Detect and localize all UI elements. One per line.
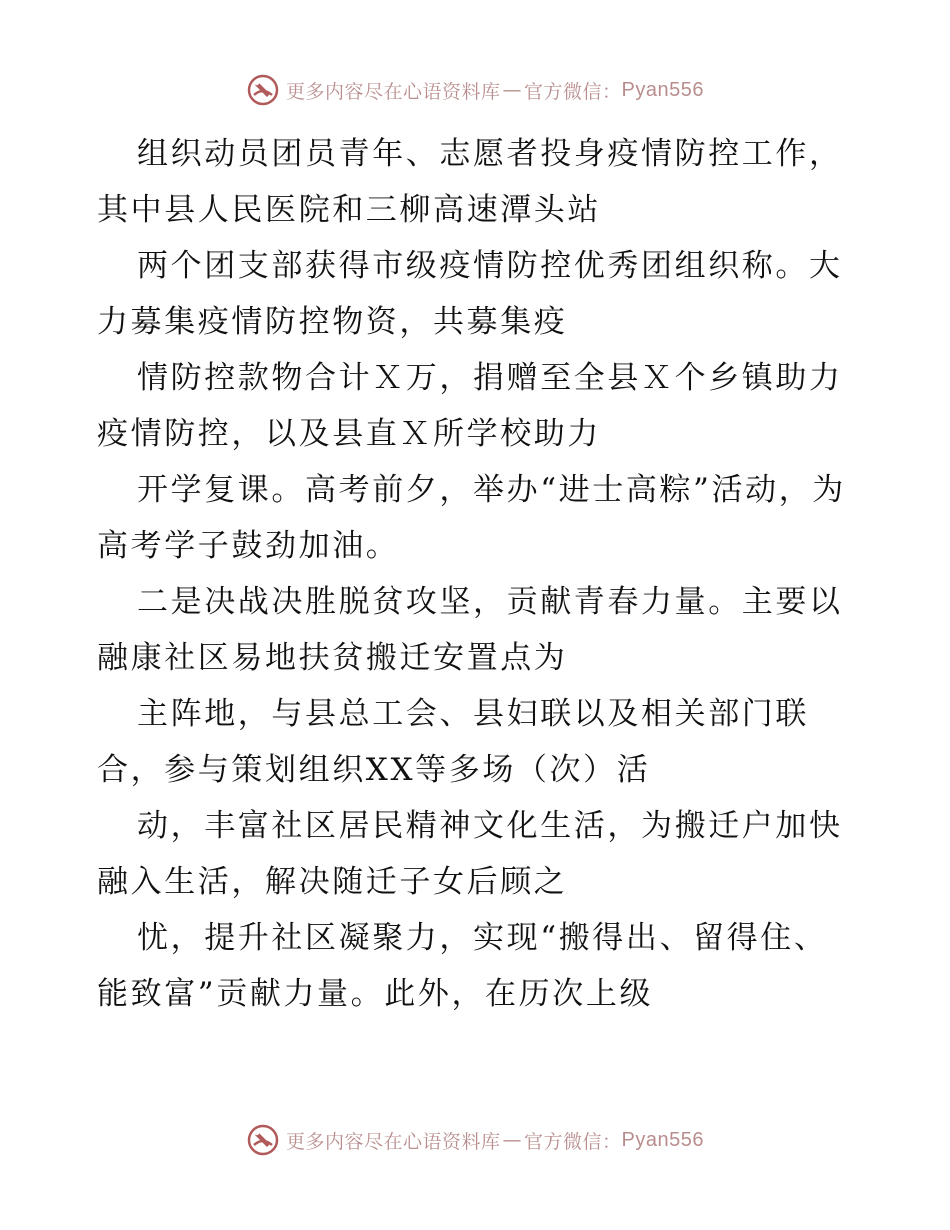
watermark-text: 更多内容尽在心语资料库 <box>286 1130 501 1153</box>
watermark-separator: — <box>502 79 523 101</box>
watermark-text: 更多内容尽在心语资料库 <box>286 80 501 103</box>
watermark-wechat-id: Pyan556 <box>621 1128 704 1151</box>
book-pen-logo-icon <box>246 1123 280 1157</box>
watermark-wechat-label: 官方微信： <box>524 1130 622 1153</box>
paragraph: 主阵地，与县总工会、县妇联以及相关部门联合，参与策划组织XX等多场（次）活 <box>97 696 809 788</box>
paragraph: 忧，提升社区凝聚力，实现“搬得出、留得住、能致富”贡献力量。此外，在历次上级 <box>97 920 828 1012</box>
watermark-wechat-label: 官方微信： <box>524 80 622 103</box>
paragraph: 二是决战决胜脱贫攻坚，贡献青春力量。主要以融康社区易地扶贫搬迁安置点为 <box>97 584 843 676</box>
paragraph: 开学复课。高考前夕，举办“进士高粽”活动，为高考学子鼓劲加油。 <box>97 472 846 564</box>
watermark-separator: — <box>502 1129 523 1151</box>
book-pen-logo-icon <box>246 73 280 107</box>
watermark-wechat-id: Pyan556 <box>621 78 704 101</box>
paragraph: 组织动员团员青年、志愿者投身疫情防控工作，其中县人民医院和三柳高速潭头站 <box>97 136 843 228</box>
header-watermark <box>0 70 950 110</box>
paragraph: 情防控款物合计Ｘ万，捐赠至全县Ｘ个乡镇助力疫情防控，以及县直Ｘ所学校助力 <box>97 360 843 452</box>
document-body <box>97 126 857 1022</box>
paragraph: 动，丰富社区居民精神文化生活，为搬迁户加快融入生活，解决随迁子女后顾之 <box>97 808 843 900</box>
footer-watermark <box>0 1120 950 1160</box>
paragraph: 两个团支部获得市级疫情防控优秀团组织称。大力募集疫情防控物资，共募集疫 <box>97 248 843 340</box>
